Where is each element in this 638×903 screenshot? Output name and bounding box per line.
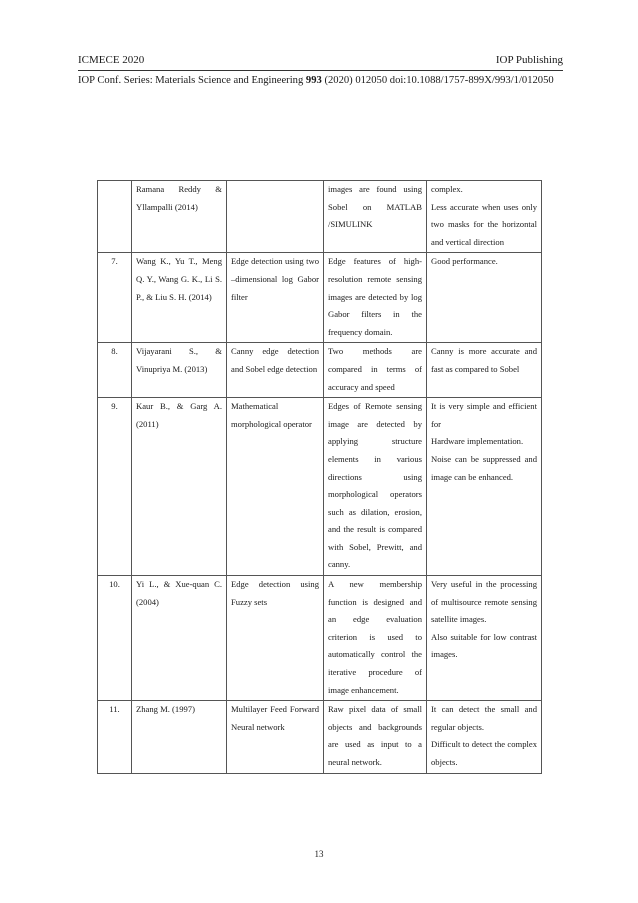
authors-cell: Zhang M. (1997) bbox=[132, 701, 227, 773]
data-cell: images are found using Sobel on MATLAB /SIMULINK bbox=[324, 181, 427, 253]
running-header bbox=[78, 54, 563, 66]
remark-line: It is very simple and efficient for bbox=[431, 401, 537, 429]
remark-line: complex. bbox=[431, 184, 463, 194]
method-cell: Mathematical morphological operator bbox=[227, 398, 324, 576]
authors-cell: Wang K., Yu T., Meng Q. Y., Wang G. K., Li S. P., & Liu S. H. (2014) bbox=[132, 253, 227, 343]
method-cell: Edge detection using two –dimensional log Gabor filter bbox=[227, 253, 324, 343]
data-cell: A new membership function is designed and an edge evaluation criterion is used to automatically control the iterative procedure of image enhancement. bbox=[324, 576, 427, 701]
method-cell: Multilayer Feed Forward Neural network bbox=[227, 701, 324, 773]
remarks-cell bbox=[427, 253, 542, 343]
publisher-name: IOP Publishing bbox=[495, 54, 563, 66]
table-row bbox=[98, 398, 542, 576]
data-cell: Raw pixel data of small objects and backgrounds are used as input to a neural network. bbox=[324, 701, 427, 773]
method-cell: Canny edge detection and Sobel edge detection bbox=[227, 343, 324, 398]
remarks-cell bbox=[427, 181, 542, 253]
remark-line: Hardware implementation. bbox=[431, 436, 524, 447]
series-citation bbox=[78, 75, 563, 86]
remark-line: Very useful in the processing of multisource remote sensing satellite images. bbox=[431, 579, 537, 625]
row-number: 7. bbox=[98, 253, 132, 343]
volume-number: 993 bbox=[305, 75, 322, 86]
row-number bbox=[98, 181, 132, 253]
row-number: 9. bbox=[98, 398, 132, 576]
series-prefix: IOP Conf. Series: Materials Science and Engineering bbox=[78, 75, 306, 86]
table-row bbox=[98, 343, 542, 398]
authors-cell: Kaur B., & Garg A. (2011) bbox=[132, 398, 227, 576]
row-number: 10. bbox=[98, 576, 132, 701]
authors-cell: Vijayarani S., & Vinupriya M. (2013) bbox=[132, 343, 227, 398]
series-suffix: (2020) 012050 doi:10.1088/1757-899X/993/1/012050 bbox=[321, 75, 554, 86]
remarks-cell bbox=[427, 701, 542, 773]
method-cell: Edge detection using Fuzzy sets bbox=[227, 576, 324, 701]
remark-line: Also suitable for low contrast images. bbox=[431, 631, 537, 660]
header-rule bbox=[78, 70, 563, 71]
conference-name: ICMECE 2020 bbox=[78, 54, 145, 66]
authors-cell: Ramana Reddy & Yllampalli (2014) bbox=[132, 181, 227, 253]
remarks-cell bbox=[427, 398, 542, 576]
remark-line: It can detect the small and regular objects. bbox=[431, 704, 537, 732]
method-cell bbox=[227, 181, 324, 253]
data-cell: Edges of Remote sensing image are detected by applying structure elements in various directions using morphological operators such as dilation, erosion, and the result is compared with Sobel, Prewitt, and canny. bbox=[324, 398, 427, 576]
remarks-cell bbox=[427, 343, 542, 398]
data-cell: Two methods are compared in terms of accuracy and speed bbox=[324, 343, 427, 398]
data-cell: Edge features of high-resolution remote sensing images are detected by log Gabor filters in the frequency domain. bbox=[324, 253, 427, 343]
table-row bbox=[98, 701, 542, 773]
table-row bbox=[98, 576, 542, 701]
remark-line: Difficult to detect the complex objects. bbox=[431, 739, 537, 767]
remark-line: Canny is more accurate and fast as compared to Sobel bbox=[431, 346, 537, 374]
authors-cell: Yi L., & Xue-quan C. (2004) bbox=[132, 576, 227, 701]
row-number: 8. bbox=[98, 343, 132, 398]
row-number: 11. bbox=[98, 701, 132, 773]
table-row bbox=[98, 181, 542, 253]
literature-table bbox=[97, 180, 542, 774]
remark-line: Noise can be suppressed and image can be enhanced. bbox=[431, 453, 537, 482]
remark-line: Good performance. bbox=[431, 256, 498, 267]
remarks-cell bbox=[427, 576, 542, 701]
remark-line: Less accurate when uses only two masks for the horizontal and vertical direction bbox=[431, 201, 537, 247]
table-row bbox=[98, 253, 542, 343]
page-number: 13 bbox=[314, 849, 324, 859]
